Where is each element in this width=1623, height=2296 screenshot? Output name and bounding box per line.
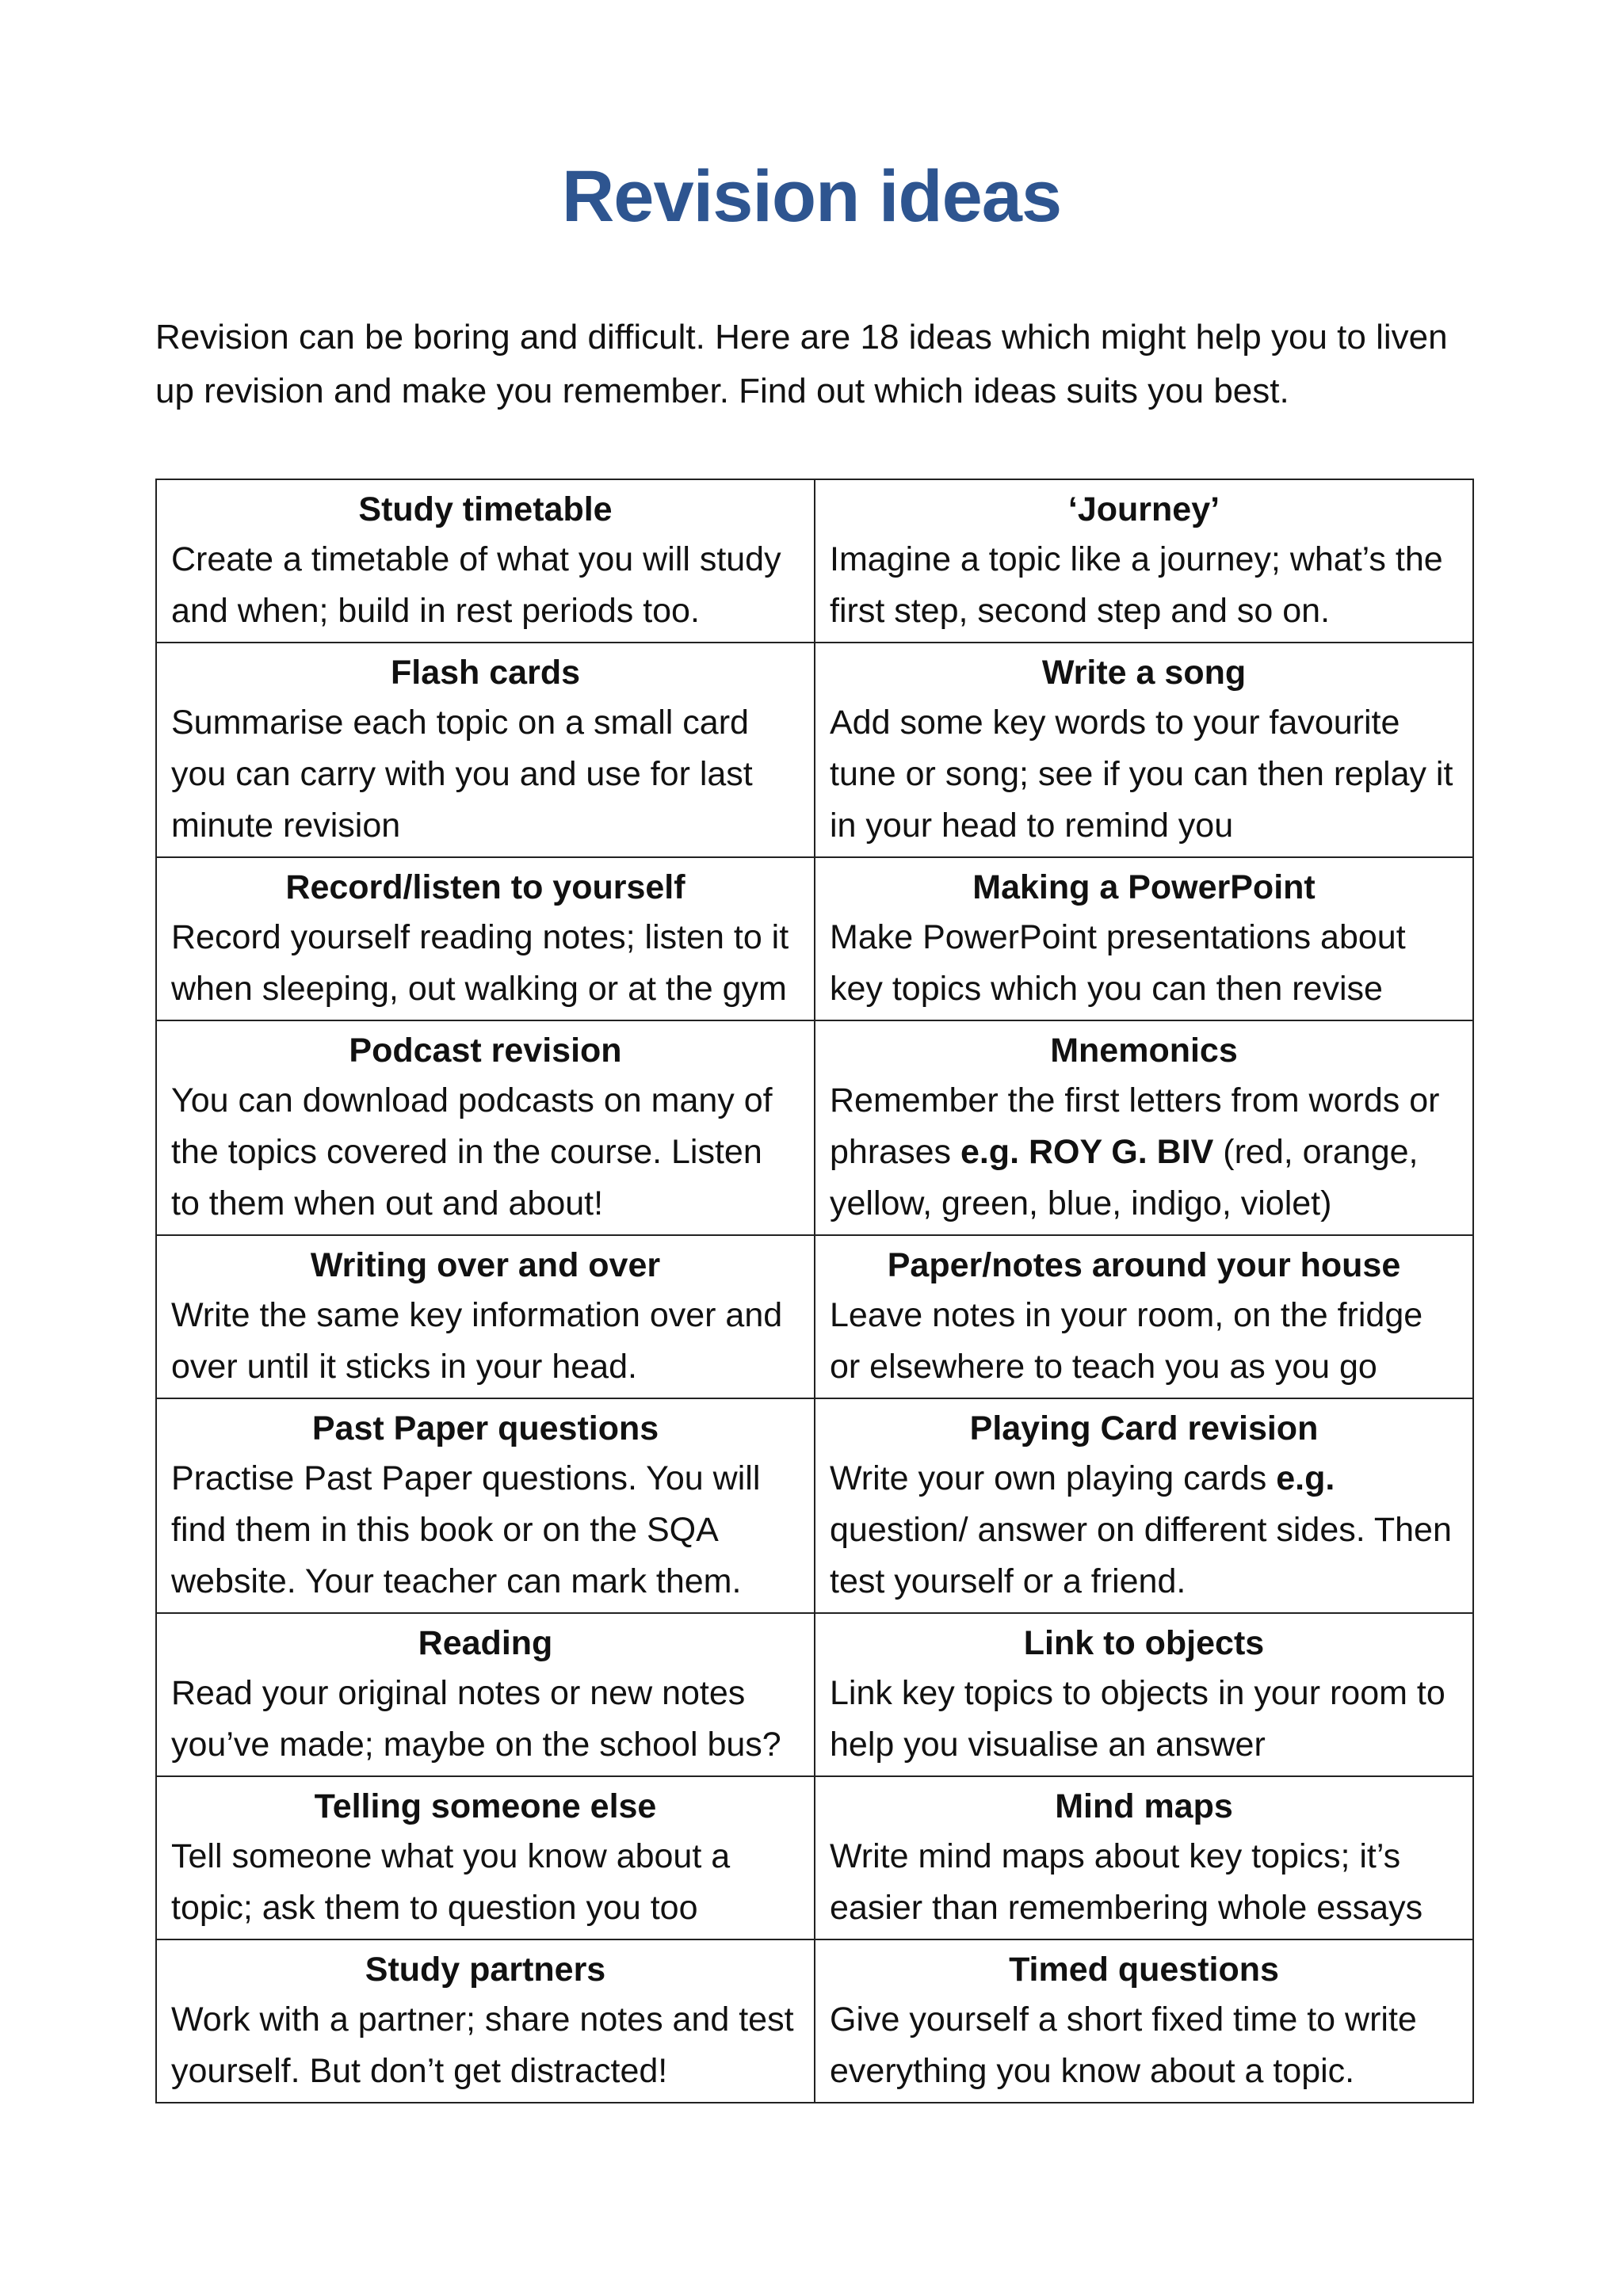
idea-text: Remember the first letters from words or phrases (830, 1081, 1440, 1171)
idea-text: Write the same key information over and over until it sticks in your head. (171, 1296, 783, 1386)
ideas-table-body (156, 479, 1473, 2103)
idea-text: Imagine a topic like a journey; what’s the first step, second step and so on. (830, 540, 1443, 630)
idea-cell (156, 1020, 815, 1235)
idea-description (171, 534, 800, 637)
idea-cell (156, 479, 815, 643)
idea-description (171, 697, 800, 852)
idea-title: Playing Card revision (969, 1409, 1319, 1447)
idea-text: Practise Past Paper questions. You will find them in this book or on the SQA website. Your teacher can mark them. (171, 1459, 761, 1600)
idea-description (830, 697, 1458, 852)
idea-cell (156, 1398, 815, 1613)
revision-ideas-table (155, 479, 1474, 2103)
idea-title: Link to objects (1023, 1624, 1265, 1662)
idea-description (171, 1994, 800, 2097)
idea-description (171, 1453, 800, 1608)
idea-description (830, 912, 1458, 1015)
idea-text: Give yourself a short fixed time to write everything you know about a topic. (830, 2000, 1417, 2090)
idea-description (171, 912, 800, 1015)
table-row (156, 857, 1473, 1020)
idea-cell (156, 1939, 815, 2103)
idea-title: Past Paper questions (311, 1409, 659, 1447)
idea-cell (156, 1776, 815, 1939)
table-row (156, 1939, 1473, 2103)
idea-cell (156, 643, 815, 857)
idea-title: Study timetable (358, 490, 613, 528)
idea-text: Record yourself reading notes; listen to it when sleeping, out walking or at the gym (171, 918, 789, 1008)
idea-title: Flash cards (391, 654, 580, 692)
idea-title: Mind maps (1055, 1787, 1233, 1825)
table-row (156, 1235, 1473, 1398)
idea-cell (156, 857, 815, 1020)
idea-description (171, 1831, 800, 1934)
table-row (156, 643, 1473, 857)
idea-title: Paper/notes around your house (887, 1246, 1401, 1284)
idea-cell (815, 1398, 1473, 1613)
page-title: Revision ideas (561, 156, 1062, 237)
idea-title: Write a song (1041, 654, 1247, 692)
idea-description (830, 1453, 1458, 1608)
idea-title: Podcast revision (349, 1032, 622, 1070)
table-row (156, 479, 1473, 643)
idea-cell (815, 643, 1473, 857)
idea-cell (156, 1613, 815, 1776)
idea-description (830, 1290, 1458, 1393)
idea-description (830, 1994, 1458, 2097)
table-row (156, 1020, 1473, 1235)
idea-cell (815, 857, 1473, 1020)
idea-cell (156, 1235, 815, 1398)
idea-text: Create a timetable of what you will study and when; build in rest periods too. (171, 540, 781, 630)
table-row (156, 1776, 1473, 1939)
idea-description (830, 534, 1458, 637)
idea-text: Link key topics to objects in your room to help you visualise an answer (830, 1674, 1445, 1764)
idea-description (830, 1831, 1458, 1934)
idea-text: Write mind maps about key topics; it’s easier than remembering whole essays (830, 1837, 1423, 1927)
idea-cell (815, 1020, 1473, 1235)
idea-title: Telling someone else (314, 1787, 657, 1825)
idea-text: Summarise each topic on a small card you can carry with you and use for last minute revision (171, 704, 753, 845)
idea-title: Mnemonics (1050, 1032, 1238, 1070)
idea-text: (red, orange, yellow, green, blue, indigo, violet) (830, 1133, 1419, 1222)
idea-emphasis: e.g. (1276, 1459, 1335, 1497)
idea-cell (815, 1613, 1473, 1776)
idea-text: Add some key words to your favourite tune or song; see if you can then replay it in your head to remind you (830, 704, 1453, 845)
idea-description (171, 1075, 800, 1230)
idea-text: Tell someone what you know about a topic; ask them to question you too (171, 1837, 731, 1927)
idea-text: Write your own playing cards (830, 1459, 1277, 1497)
idea-description (171, 1290, 800, 1393)
idea-description (830, 1075, 1458, 1230)
idea-text: Leave notes in your room, on the fridge or elsewhere to teach you as you go (830, 1296, 1423, 1386)
idea-cell (815, 1235, 1473, 1398)
idea-cell (815, 1776, 1473, 1939)
idea-text: question/ answer on different sides. Then test yourself or a friend. (830, 1511, 1452, 1600)
table-row (156, 1398, 1473, 1613)
idea-cell (815, 1939, 1473, 2103)
idea-title: Record/listen to yourself (285, 868, 685, 906)
idea-description (830, 1668, 1458, 1771)
idea-text: Work with a partner; share notes and test yourself. But don’t get distracted! (171, 2000, 794, 2090)
idea-title: ‘Journey’ (1067, 490, 1220, 528)
idea-text: Read your original notes or new notes you’ve made; maybe on the school bus? (171, 1674, 781, 1764)
idea-cell (815, 479, 1473, 643)
intro-paragraph: Revision can be boring and difficult. Here are 18 ideas which might help you to liven up revision and make you remember. Find out which ideas suits you best. (155, 318, 1448, 410)
idea-emphasis: e.g. ROY G. BIV (960, 1133, 1214, 1171)
idea-title: Study partners (365, 1951, 606, 1989)
idea-description (171, 1668, 800, 1771)
idea-title: Reading (418, 1624, 553, 1662)
idea-text: Make PowerPoint presentations about key topics which you can then revise (830, 918, 1406, 1008)
idea-title: Writing over and over (310, 1246, 661, 1284)
table-row (156, 1613, 1473, 1776)
idea-title: Timed questions (1009, 1951, 1279, 1989)
idea-text: You can download podcasts on many of the topics covered in the course. Listen to them when out and about! (171, 1081, 773, 1222)
idea-title: Making a PowerPoint (972, 868, 1316, 906)
